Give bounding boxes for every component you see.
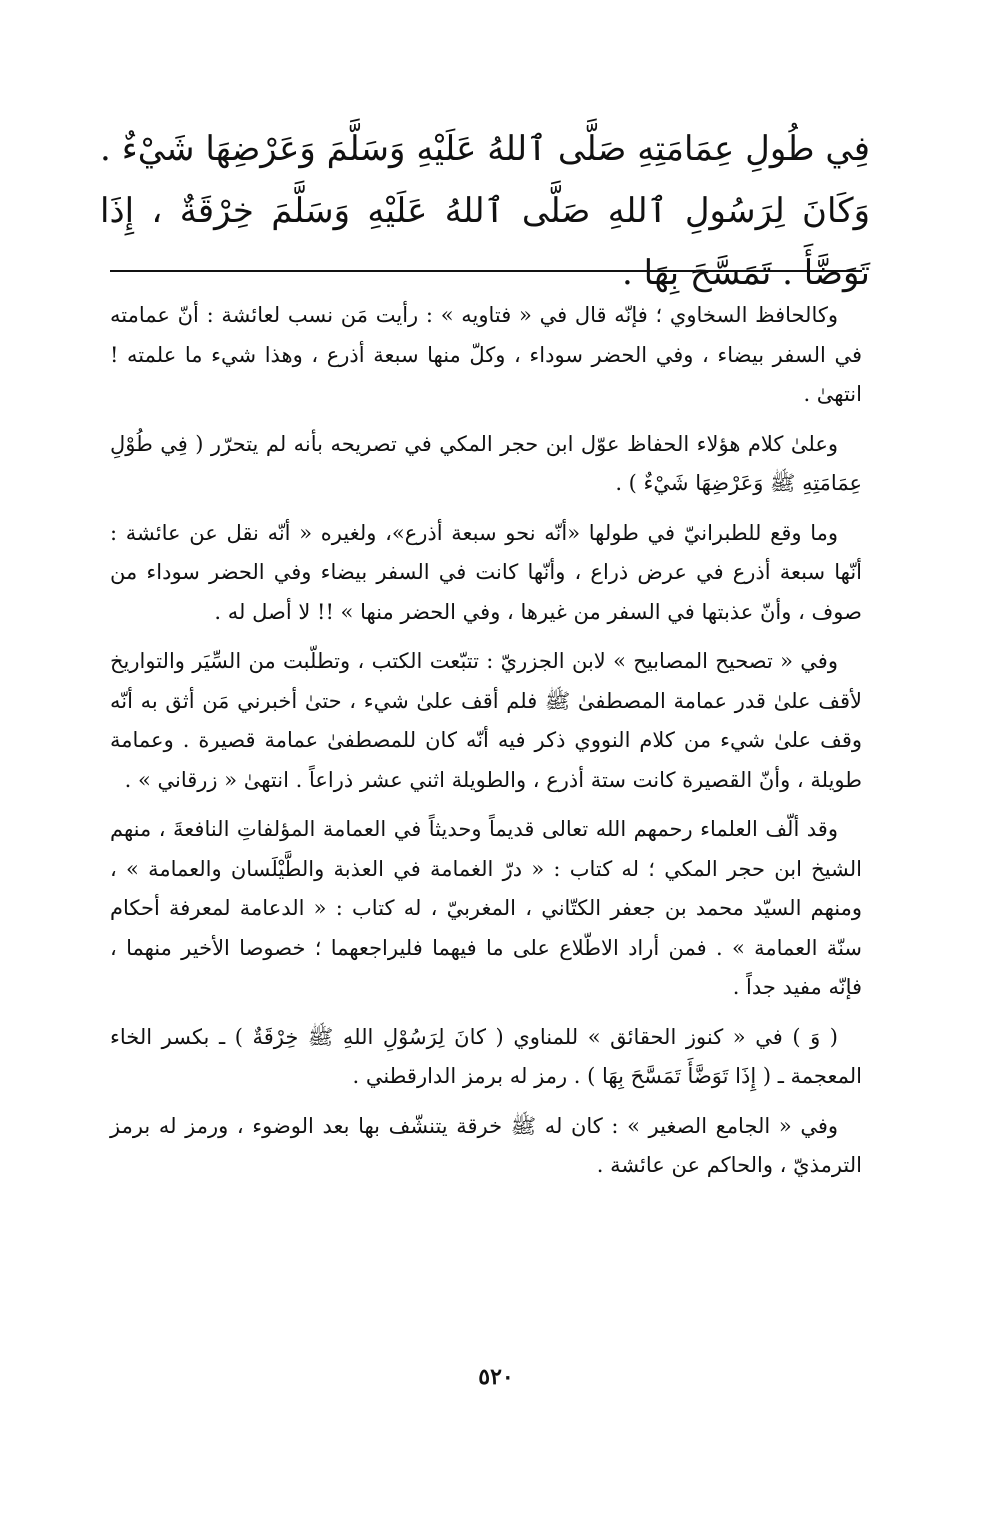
footnote-paragraph: وفي « تصحيح المصابيح » لابن الجزريّ : تتبّعت الكتب ، وتطلّبت من السِّيَر والتواريخ لأقف علىٰ قدر عمامة المصطفىٰ ﷺ فلم أقف علىٰ شيء ، حتىٰ أخبرني مَن أثق به أنّه وقف علىٰ شيء من كلام النووي ذكر فيه أنّه كان للمصطفىٰ عمامة قصيرة . وعمامة طويلة ، وأنّ القصيرة كانت ستة أذرع ، والطويلة اثني عشر ذراعاً . انتهىٰ « زرقاني » . xyxy=(110,649,862,792)
footnote-paragraph: ( وَ ) في « كنوز الحقائق » للمناوي ( كانَ لِرَسُوْلِ اللهِ ﷺ خِرْقَةٌ ) ـ بكسر الخاء المعجمة ـ ( إِذَا تَوَضَّأَ تَمَسَّحَ بِهَا ) . رمز له برمز الدارقطني . xyxy=(110,1024,862,1088)
footnote-paragraph: وقد ألّف العلماء رحمهم الله تعالى قديماً وحديثاً في العمامة المؤلفاتِ النافعةَ ، منهم الشيخ ابن حجر المكي ؛ له كتاب : « درّ الغمامة في العذبة والطَّيْلَسان والعمامة » ، ومنهم السيّد محمد بن جعفر الكتّاني ، المغربيّ ، له كتاب : « الدعامة لمعرفة أحكام سنّة العمامة » . فمن أراد الاطّلاع على ما فيهما فليراجعهما ؛ خصوصا الأخير منهما ، فإنّه مفيد جداً . xyxy=(110,817,862,999)
footnote-paragraph: وما وقع للطبرانيّ في طولها «أنّه نحو سبعة أذرع»، ولغيره « أنّه نقل عن عائشة : أنّها سبعة أذرع في عرض ذراع ، وأنّها كانت في السفر بيضاء وفي الحضر سوداء من صوف ، وأنّ عذبتها في السفر من غيرها ، وفي الحضر منها » !! لا أصل له . xyxy=(110,520,862,624)
footnote-paragraph: وعلىٰ كلام هؤلاء الحفاظ عوّل ابن حجر المكي في تصريحه بأنه لم يتحرّر ( فِي طُوْلِ عِمَامَتِهِ ﷺ وَعَرْضِهَا شَيْءٌ ) . xyxy=(110,431,862,495)
footnote-separator xyxy=(110,270,862,272)
footnote-paragraph: وفي « الجامع الصغير » : كان له ﷺ خرقة يتنشّف بها بعد الوضوء ، ورمز له برمز الترمذيّ ، والحاكم عن عائشة . xyxy=(110,1113,862,1177)
footnote-paragraph: وكالحافظ السخاوي ؛ فإنّه قال في « فتاويه » : رأيت مَن نسب لعائشة : أنّ عمامته في السفر بيضاء ، وفي الحضر سوداء ، وكلّ منها سبعة أذرع ، وهذا شيء ما علمته ! انتهىٰ . xyxy=(110,303,862,406)
main-text: فِي طُولِ عِمَامَتِهِ صَلَّى ٱللهُ عَلَيْهِ وَسَلَّمَ وَعَرْضِهَا شَيْءٌ . وَكَانَ لِرَسُولِ ٱللهِ صَلَّى ٱللهُ عَلَيْهِ وَسَلَّمَ خِرْقَةٌ ، إِذَا تَوَضَّأَ . تَمَسَّحَ بِهَا . xyxy=(100,129,870,293)
page-number: ٥٢٠ xyxy=(478,1364,514,1390)
footnotes xyxy=(110,296,862,1196)
